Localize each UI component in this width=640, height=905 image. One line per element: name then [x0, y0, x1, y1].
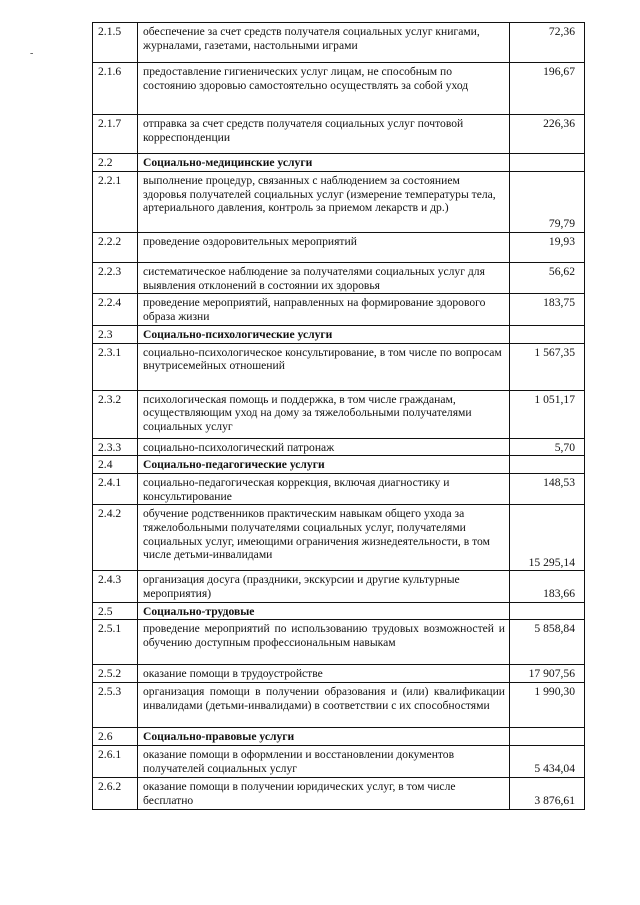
service-price: 56,62 [510, 263, 585, 294]
service-price: 5 434,04 [510, 745, 585, 777]
service-description: выполнение процедур, связанных с наблюдением за состоянием здоровья получателей социальных услуг (измерение температуры тела, артериального давления, контроль за приемом лекарств и др.) [138, 172, 510, 233]
service-price: 19,93 [510, 233, 585, 263]
services-table-body [93, 23, 585, 810]
item-number: 2.3 [93, 325, 138, 343]
item-number: 2.6.2 [93, 777, 138, 809]
table-row [93, 505, 585, 571]
item-number: 2.5.2 [93, 665, 138, 683]
service-price: 183,66 [510, 571, 585, 602]
section-row [93, 154, 585, 172]
item-number: 2.3.1 [93, 343, 138, 390]
service-price: 5 858,84 [510, 620, 585, 665]
section-row [93, 602, 585, 620]
service-description: социально-психологическое консультирование, в том числе по вопросам внутрисемейных отношений [138, 343, 510, 390]
service-price: 183,75 [510, 294, 585, 325]
table-row [93, 263, 585, 294]
table-row [93, 343, 585, 390]
service-price: 196,67 [510, 63, 585, 115]
item-number: 2.2.1 [93, 172, 138, 233]
service-description: предоставление гигиенических услуг лицам, не способным по состоянию здоровью самостоятельно осуществлять за собой уход [138, 63, 510, 115]
table-row [93, 571, 585, 602]
table-row [93, 172, 585, 233]
item-number: 2.4.1 [93, 473, 138, 504]
section-row [93, 456, 585, 474]
service-description: оказание помощи в получении юридических услуг, в том числе бесплатно [138, 777, 510, 809]
service-description: проведение мероприятий, направленных на формирование здорового образа жизни [138, 294, 510, 325]
service-description: психологическая помощь и поддержка, в том числе гражданам, осуществляющим уход на дому за тяжелобольными получателями социальных услуг [138, 390, 510, 438]
service-price: 72,36 [510, 23, 585, 63]
table-row [93, 777, 585, 809]
service-price: 17 907,56 [510, 665, 585, 683]
service-price: 5,70 [510, 438, 585, 456]
table-row [93, 665, 585, 683]
service-description: организация помощи в получении образования и (или) квалификации инвалидами (детьми-инвалидами) в соответствии с их способностями [138, 683, 510, 728]
service-description: отправка за счет средств получателя социальных услуг почтовой корреспонденции [138, 115, 510, 154]
service-description: социально-психологический патронаж [138, 438, 510, 456]
item-number: 2.5 [93, 602, 138, 620]
service-price: 1 051,17 [510, 390, 585, 438]
services-table [92, 22, 585, 810]
item-number: 2.1.5 [93, 23, 138, 63]
table-row [93, 115, 585, 154]
table-row [93, 438, 585, 456]
service-price: 1 567,35 [510, 343, 585, 390]
item-number: 2.6.1 [93, 745, 138, 777]
item-number: 2.4.3 [93, 571, 138, 602]
section-row [93, 728, 585, 746]
service-price: 3 876,61 [510, 777, 585, 809]
service-description: оказание помощи в трудоустройстве [138, 665, 510, 683]
service-price [510, 728, 585, 746]
table-row [93, 390, 585, 438]
service-description: проведение мероприятий по использованию трудовых возможностей и обучению доступным профессиональным навыкам [138, 620, 510, 665]
service-price: 148,53 [510, 473, 585, 504]
table-row [93, 233, 585, 263]
section-title: Социально-психологические услуги [138, 325, 510, 343]
item-number: 2.2 [93, 154, 138, 172]
service-description: обеспечение за счет средств получателя социальных услуг книгами, журналами, газетами, настольными играми [138, 23, 510, 63]
service-price [510, 456, 585, 474]
item-number: 2.2.2 [93, 233, 138, 263]
section-title: Социально-трудовые [138, 602, 510, 620]
table-row [93, 745, 585, 777]
service-price: 1 990,30 [510, 683, 585, 728]
service-price: 79,79 [510, 172, 585, 233]
service-price [510, 325, 585, 343]
item-number: 2.3.3 [93, 438, 138, 456]
table-row [93, 294, 585, 325]
section-row [93, 325, 585, 343]
table-row [93, 683, 585, 728]
service-description: обучение родственников практическим навыкам общего ухода за тяжелобольными получателями социальных услуг, получателями социальных услуг, имеющими ограничения жизнедеятельности, в том числе детьми-инвалидами [138, 505, 510, 571]
item-number: 2.3.2 [93, 390, 138, 438]
item-number: 2.4.2 [93, 505, 138, 571]
item-number: 2.5.3 [93, 683, 138, 728]
stray-mark: - [30, 48, 34, 59]
item-number: 2.5.1 [93, 620, 138, 665]
service-description: систематическое наблюдение за получателями социальных услуг для выявления отклонений в состоянии их здоровья [138, 263, 510, 294]
item-number: 2.1.6 [93, 63, 138, 115]
item-number: 2.2.3 [93, 263, 138, 294]
item-number: 2.1.7 [93, 115, 138, 154]
section-title: Социально-правовые услуги [138, 728, 510, 746]
service-price: 15 295,14 [510, 505, 585, 571]
table-row [93, 473, 585, 504]
table-row [93, 23, 585, 63]
item-number: 2.2.4 [93, 294, 138, 325]
service-description: оказание помощи в оформлении и восстановлении документов получателей социальных услуг [138, 745, 510, 777]
table-row [93, 620, 585, 665]
service-description: проведение оздоровительных мероприятий [138, 233, 510, 263]
service-description: организация досуга (праздники, экскурсии и другие культурные мероприятия) [138, 571, 510, 602]
item-number: 2.6 [93, 728, 138, 746]
service-price [510, 154, 585, 172]
section-title: Социально-медицинские услуги [138, 154, 510, 172]
service-description: социально-педагогическая коррекция, включая диагностику и консультирование [138, 473, 510, 504]
item-number: 2.4 [93, 456, 138, 474]
service-price: 226,36 [510, 115, 585, 154]
table-row [93, 63, 585, 115]
service-price [510, 602, 585, 620]
section-title: Социально-педагогические услуги [138, 456, 510, 474]
